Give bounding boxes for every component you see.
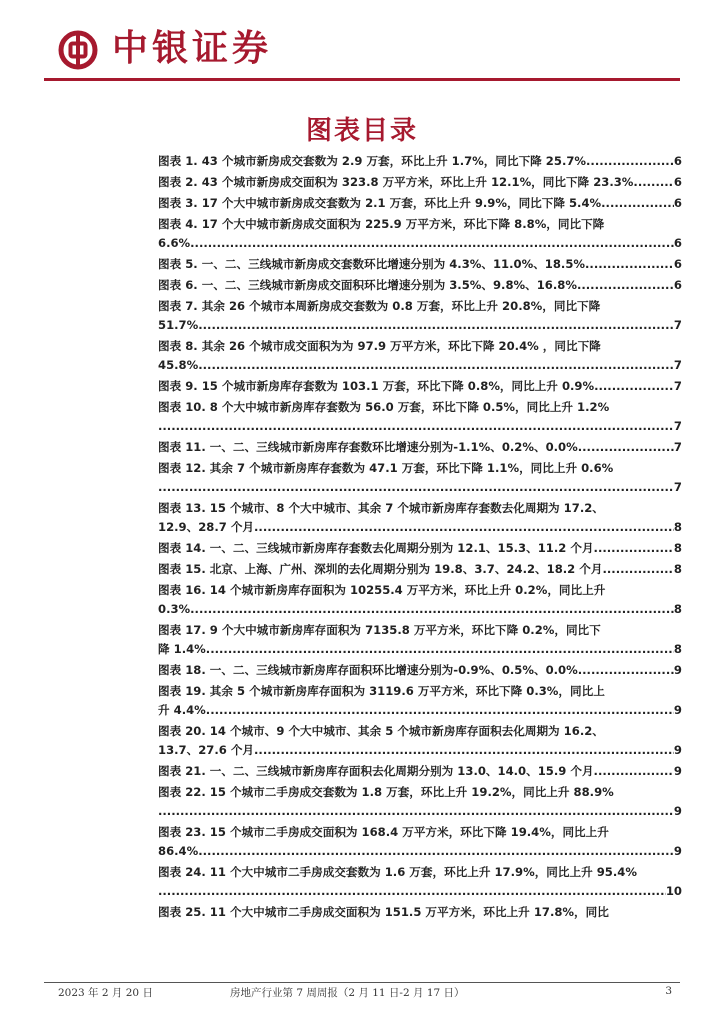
toc-entry-title: 图表 20. 14 个城市、9 个大中城市、其余 5 个城市新房库存面积去化周期为 16.2、 — [158, 724, 604, 738]
toc-leader-dots — [206, 701, 674, 720]
toc-entry-page: 6 — [673, 236, 682, 250]
toc-leader-dots — [158, 478, 674, 497]
toc-leader-dots — [602, 560, 673, 579]
toc-entry-page: 8 — [673, 642, 682, 656]
toc-entry[interactable] — [158, 560, 682, 579]
toc-entry-title: 图表 11. 一、二、三线城市新房库存套数环比增速分别为-1.1%、0.2%、0.0% — [158, 440, 578, 454]
toc-leader-dots — [198, 316, 674, 335]
toc-entry-page: 7 — [673, 318, 682, 332]
toc-entry[interactable] — [158, 682, 682, 720]
toc-entry-page: 7 — [673, 379, 682, 393]
footer-date: 2023 年 2 月 20 日 — [58, 987, 153, 999]
toc-entry-title: 图表 12. 其余 7 个城市新房库存套数为 47.1 万套，环比下降 1.1%，同比上升 0.6% — [158, 461, 614, 475]
toc-entry-title-tail: 13.7、27.6 个月 — [158, 743, 255, 757]
toc-entry-title-tail: 6.6% — [158, 236, 191, 250]
toc-entry[interactable] — [158, 459, 682, 497]
toc-entry[interactable] — [158, 762, 682, 781]
toc-entry-continuation — [158, 882, 682, 901]
toc-leader-dots — [158, 417, 674, 436]
footer-page-number: 3 — [665, 985, 672, 997]
toc-leader-dots — [254, 741, 674, 760]
toc-leader-dots — [578, 661, 674, 680]
toc-entry-page: 6 — [673, 154, 682, 168]
page-title: 图表目录 — [305, 116, 418, 146]
toc-entry[interactable] — [158, 903, 682, 922]
toc-entry-title: 图表 17. 9 个大中城市新房库存面积为 7135.8 万平方米，环比下降 0.2%，同比下 — [158, 623, 601, 637]
toc-entry-title: 图表 8. 其余 26 个城市成交面积为为 97.9 万平方米，环比下降 20.4% ，同比下降 — [158, 339, 601, 353]
toc-leader-dots — [254, 518, 674, 537]
toc-entry-title: 图表 21. 一、二、三线城市新房库存面积去化周期分别为 13.0、14.0、15.9 个月 — [158, 764, 594, 778]
toc-entry-page: 6 — [673, 278, 682, 292]
toc-leader-dots — [633, 173, 674, 192]
table-of-figures — [158, 152, 682, 924]
toc-leader-dots — [594, 377, 674, 396]
toc-entry-continuation — [158, 234, 682, 253]
toc-leader-dots — [577, 276, 674, 295]
toc-entry[interactable] — [158, 215, 682, 253]
toc-entry-title-tail: 升 4.4% — [158, 703, 206, 717]
toc-entry[interactable] — [158, 438, 682, 457]
toc-entry-page: 9 — [673, 703, 682, 717]
toc-entry-title: 图表 7. 其余 26 个城市本周新房成交套数为 0.8 万套，环比上升 20.8%，同比下降 — [158, 299, 601, 313]
toc-entry-title-tail: 86.4% — [158, 844, 199, 858]
toc-entry[interactable] — [158, 823, 682, 861]
toc-entry-page: 7 — [673, 440, 682, 454]
toc-entry-title: 图表 22. 15 个城市二手房成交套数为 1.8 万套，环比上升 19.2%，同比上升 88.9% — [158, 785, 614, 799]
toc-entry[interactable] — [158, 783, 682, 821]
toc-entry-page: 7 — [673, 358, 682, 372]
toc-leader-dots — [586, 152, 674, 171]
toc-entry-continuation — [158, 640, 682, 659]
bank-of-china-logo-icon — [58, 30, 98, 70]
toc-entry-page: 6 — [673, 196, 682, 210]
toc-leader-dots — [190, 234, 674, 253]
toc-entry-title-tail: 0.3% — [158, 602, 191, 616]
header-divider — [44, 78, 680, 81]
toc-entry-title: 图表 25. 11 个大中城市二手房成交面积为 151.5 万平方米，环比上升 17.8%，同比 — [158, 905, 609, 919]
toc-entry-continuation — [158, 518, 682, 537]
toc-entry-page: 8 — [673, 602, 682, 616]
toc-leader-dots — [594, 762, 674, 781]
toc-leader-dots — [601, 194, 674, 213]
toc-entry-title: 图表 9. 15 个城市新房库存套数为 103.1 万套，环比下降 0.8%，同比上升 0.9% — [158, 379, 595, 393]
toc-entry-page: 8 — [673, 520, 682, 534]
toc-entry[interactable] — [158, 499, 682, 537]
toc-entry[interactable] — [158, 539, 682, 558]
toc-entry-continuation — [158, 478, 682, 497]
footer-report-title: 房地产行业第 7 周周报（2 月 11 日-2 月 17 日） — [230, 987, 465, 999]
toc-entry[interactable] — [158, 337, 682, 375]
toc-entry[interactable] — [158, 377, 682, 396]
toc-leader-dots — [198, 842, 674, 861]
toc-entry[interactable] — [158, 255, 682, 274]
toc-entry-page: 8 — [673, 562, 682, 576]
toc-entry-title: 图表 6. 一、二、三线城市新房成交面积环比增速分别为 3.5%、9.8%、16.8% — [158, 278, 577, 292]
toc-entry-title: 图表 24. 11 个大中城市二手房成交套数为 1.6 万套，环比上升 17.9%，同比上升 95.4% — [158, 865, 637, 879]
toc-entry-continuation — [158, 417, 682, 436]
page-header — [0, 0, 724, 86]
toc-entry[interactable] — [158, 276, 682, 295]
toc-entry-continuation — [158, 802, 682, 821]
toc-entry-page: 10 — [665, 884, 682, 898]
toc-entry-continuation — [158, 316, 682, 335]
toc-entry[interactable] — [158, 722, 682, 760]
toc-entry-continuation — [158, 701, 682, 720]
toc-entry-continuation — [158, 842, 682, 861]
toc-leader-dots — [158, 802, 674, 821]
toc-entry[interactable] — [158, 661, 682, 680]
toc-entry-title-tail: 51.7% — [158, 318, 199, 332]
toc-entry-title: 图表 3. 17 个大中城市新房成交套数为 2.1 万套，环比上升 9.9%，同比下降 5.4% — [158, 196, 602, 210]
toc-leader-dots — [158, 882, 666, 901]
toc-entry-title: 图表 16. 14 个城市新房库存面积为 10255.4 万平方米，环比上升 0.2%，同比上升 — [158, 583, 606, 597]
toc-entry[interactable] — [158, 621, 682, 659]
toc-entry-page: 9 — [673, 743, 682, 757]
toc-entry-page: 9 — [673, 844, 682, 858]
footer-divider — [44, 982, 680, 983]
toc-entry-title: 图表 5. 一、二、三线城市新房成交套数环比增速分别为 4.3%、11.0%、18.5% — [158, 257, 586, 271]
toc-leader-dots — [594, 539, 674, 558]
toc-entry-title: 图表 14. 一、二、三线城市新房库存套数去化周期分别为 12.1、15.3、11.2 个月 — [158, 541, 594, 555]
toc-entry-title: 图表 15. 北京、上海、广州、深圳的去化周期分别为 19.8、3.7、24.2、18.2 个月 — [158, 562, 603, 576]
toc-entry-page: 9 — [673, 764, 682, 778]
toc-entry[interactable] — [158, 863, 682, 901]
toc-entry-title: 图表 13. 15 个城市、8 个大中城市、其余 7 个城市新房库存套数去化周期为 17.2、 — [158, 501, 604, 515]
toc-entry-continuation — [158, 600, 682, 619]
toc-entry-page: 7 — [673, 419, 682, 433]
toc-entry-title-tail: 降 1.4% — [158, 642, 206, 656]
toc-entry[interactable] — [158, 581, 682, 619]
toc-entry[interactable] — [158, 398, 682, 436]
toc-entry-page: 6 — [673, 175, 682, 189]
toc-entry-title: 图表 19. 其余 5 个城市新房库存面积为 3119.6 万平方米，环比下降 0.3%，同比上 — [158, 684, 605, 698]
toc-entry-page: 7 — [673, 480, 682, 494]
toc-entry-title-tail: 45.8% — [158, 358, 199, 372]
toc-entry[interactable] — [158, 152, 682, 171]
toc-entry[interactable] — [158, 297, 682, 335]
toc-entry-title: 图表 10. 8 个大中城市新房库存套数为 56.0 万套，环比下降 0.5%，同比上升 1.2% — [158, 400, 610, 414]
toc-leader-dots — [190, 600, 674, 619]
toc-entry-title: 图表 2. 43 个城市新房成交面积为 323.8 万平方米，环比上升 12.1%，同比下降 23.3% — [158, 175, 634, 189]
toc-entry-page: 9 — [673, 804, 682, 818]
toc-entry-title: 图表 4. 17 个大中城市新房成交面积为 225.9 万平方米，环比下降 8.8%，同比下降 — [158, 217, 605, 231]
toc-leader-dots — [585, 255, 674, 274]
toc-leader-dots — [578, 438, 674, 457]
toc-entry-continuation — [158, 741, 682, 760]
toc-leader-dots — [198, 356, 674, 375]
toc-entry-page: 9 — [673, 663, 682, 677]
toc-entry-title: 图表 23. 15 个城市二手房成交面积为 168.4 万平方米，环比下降 19.4%，同比上升 — [158, 825, 609, 839]
toc-entry-page: 8 — [673, 541, 682, 555]
toc-entry-continuation — [158, 356, 682, 375]
brand-name: 中银证券 — [112, 28, 273, 69]
toc-entry-title-tail: 12.9、28.7 个月 — [158, 520, 255, 534]
toc-entry-title: 图表 1. 43 个城市新房成交套数为 2.9 万套，环比上升 1.7%，同比下降 25.7% — [158, 154, 587, 168]
toc-entry[interactable] — [158, 194, 682, 213]
toc-leader-dots — [206, 640, 674, 659]
toc-entry-page: 6 — [673, 257, 682, 271]
toc-entry[interactable] — [158, 173, 682, 192]
toc-entry-title: 图表 18. 一、二、三线城市新房库存面积环比增速分别为-0.9%、0.5%、0.0% — [158, 663, 578, 677]
